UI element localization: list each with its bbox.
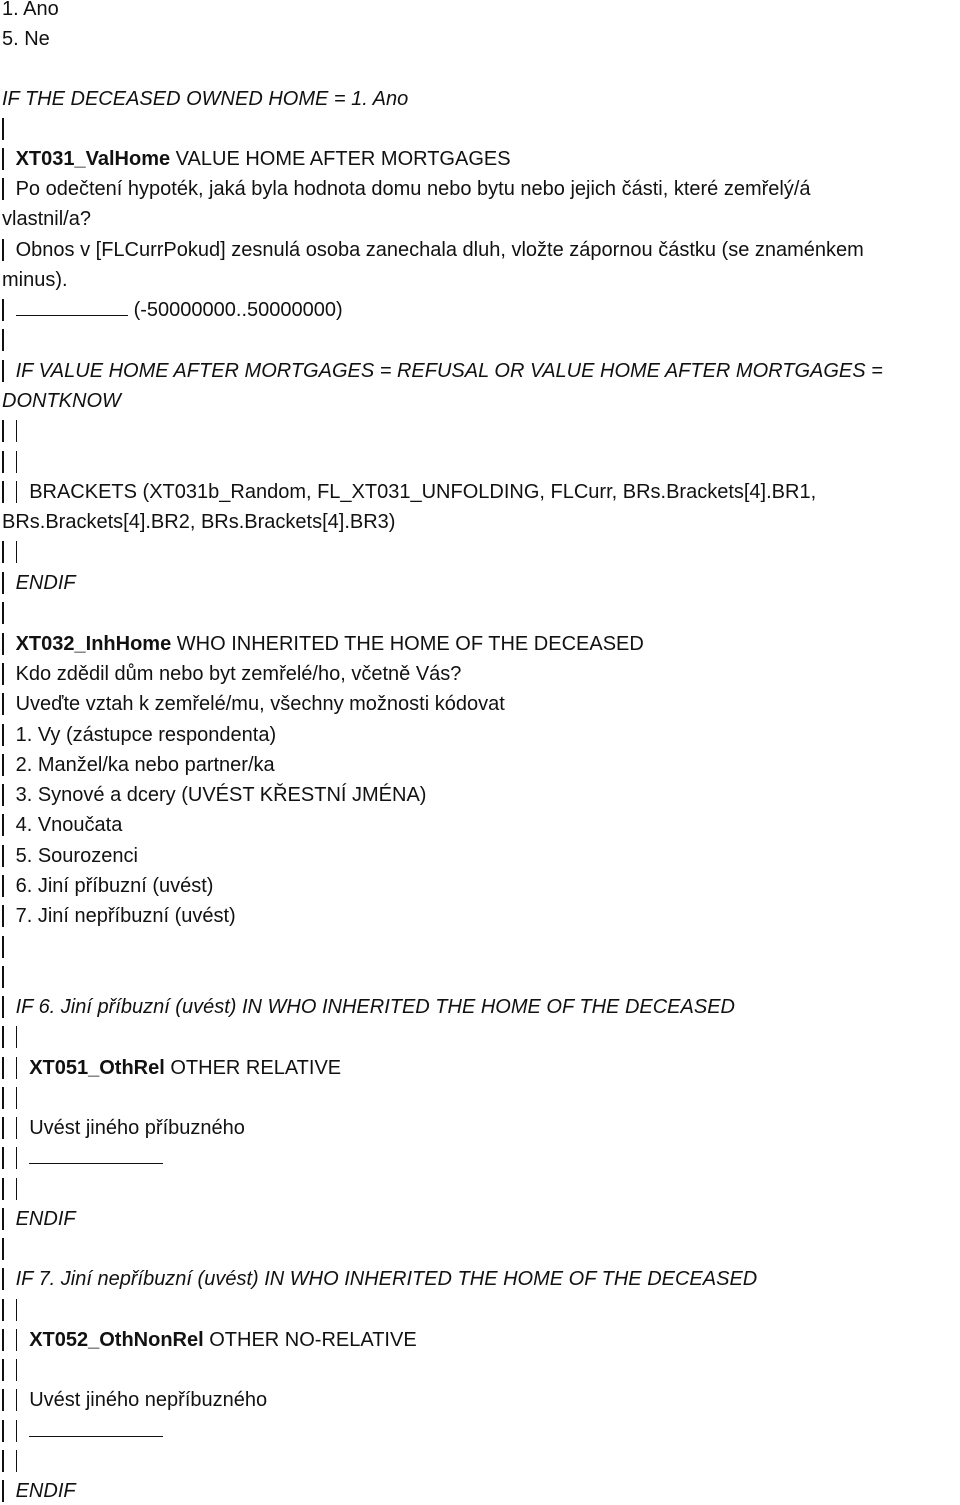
question-code: XT051_OthRel (29, 1057, 165, 1079)
endif-text: ENDIF (15, 1480, 76, 1502)
question-text (2, 1387, 958, 1413)
indent-bar (2, 1238, 4, 1260)
indent-bar (16, 1117, 18, 1139)
question-text-line: Kdo zdědil dům nebo byt zemřelé/ho, včetně Vás? (15, 663, 462, 685)
indent-bar (16, 451, 18, 473)
question-text-line: Po odečtení hypoték, jaká byla hodnota domu nebo bytu nebo jejich části, které zemřelý/á (15, 178, 811, 200)
indent-bar (2, 784, 4, 806)
indent-bar (2, 1389, 4, 1411)
answer-option (2, 812, 958, 838)
condition-text: IF 6. Jiní příbuzní (uvést) IN WHO INHERITED THE HOME OF THE DECEASED (15, 996, 735, 1018)
answer-blank (29, 1418, 163, 1437)
indent-bar (16, 1087, 18, 1109)
block-spacer (2, 1448, 958, 1472)
indent-bar (2, 814, 4, 836)
indent-bar (2, 299, 4, 321)
indent-bar (2, 724, 4, 746)
question-text (2, 176, 958, 202)
block-spacer (2, 327, 958, 351)
indent-bar (2, 1026, 4, 1048)
instruction-text (2, 267, 958, 293)
question-code: XT031_ValHome (15, 148, 171, 170)
indent-bar (16, 481, 18, 503)
endif-text: ENDIF (15, 1208, 76, 1230)
indent-bar (16, 1359, 18, 1381)
question-title: OTHER NO-RELATIVE (203, 1329, 417, 1351)
answer-option (2, 26, 958, 52)
indent-bar (16, 1178, 18, 1200)
question-header (2, 1327, 958, 1353)
indent-bar (16, 1057, 18, 1079)
indent-bar (2, 1299, 4, 1321)
numeric-input-range (2, 297, 958, 323)
question-title: OTHER RELATIVE (164, 1057, 342, 1079)
answer-blank (16, 297, 128, 316)
indent-bar (2, 1208, 4, 1230)
indent-bar (2, 1117, 4, 1139)
block-spacer (2, 1357, 958, 1381)
option-text: 7. Jiní nepříbuzní (uvést) (15, 905, 236, 927)
indent-bar (16, 1450, 18, 1472)
indent-bar (2, 875, 4, 897)
question-title: WHO INHERITED THE HOME OF THE DECEASED (171, 633, 644, 655)
indent-bar (16, 541, 18, 563)
block-spacer (2, 600, 958, 624)
block-spacer (2, 449, 958, 473)
block-spacer (2, 418, 958, 442)
question-text (2, 206, 958, 232)
endif (2, 1478, 958, 1504)
indent-bar (2, 1450, 4, 1472)
option-text: 5. Sourozenci (15, 845, 138, 867)
option-text: 4. Vnoučata (15, 814, 123, 836)
indent-bar (2, 663, 4, 685)
indent-bar (16, 1329, 18, 1351)
question-header (2, 631, 958, 657)
indent-bar (2, 572, 4, 594)
option-text: 6. Jiní příbuzní (uvést) (15, 875, 214, 897)
block-spacer (2, 116, 958, 140)
indent-bar (16, 1299, 18, 1321)
if-condition (2, 1266, 958, 1292)
option-text: 3. Synové a dcery (UVÉST KŘESTNÍ JMÉNA) (15, 784, 427, 806)
question-header (2, 1055, 958, 1081)
indent-bar (16, 1389, 18, 1411)
block-spacer (2, 539, 958, 563)
indent-bar (2, 329, 4, 351)
indent-bar (2, 420, 4, 442)
answer-option (2, 782, 958, 808)
indent-bar (2, 239, 4, 261)
block-spacer (2, 1085, 958, 1109)
block-spacer (2, 1236, 958, 1260)
instruction-line: minus). (2, 269, 68, 291)
brackets-text: BRs.Brackets[4].BR2, BRs.Brackets[4].BR3) (2, 511, 396, 533)
question-code: XT032_InhHome (15, 633, 172, 655)
indent-bar (16, 1026, 18, 1048)
text-input-blank (2, 1145, 958, 1169)
brackets-call (2, 509, 958, 535)
indent-bar (2, 1480, 4, 1502)
indent-bar (2, 541, 4, 563)
question-header (2, 146, 958, 172)
if-condition (2, 86, 958, 112)
instruction-text (2, 691, 958, 717)
condition-text: IF 7. Jiní nepříbuzní (uvést) IN WHO INHERITED THE HOME OF THE DECEASED (15, 1268, 758, 1290)
indent-bar (2, 1057, 4, 1079)
instruction-line: Obnos v [FLCurrPokud] zesnulá osoba zanechala dluh, vložte zápornou částku (se znaménkem (15, 239, 864, 261)
if-condition (2, 358, 958, 384)
indent-bar (2, 996, 4, 1018)
brackets-call (2, 479, 958, 505)
option-text: 2. Manžel/ka nebo partner/ka (15, 754, 275, 776)
indent-bar (2, 633, 4, 655)
endif (2, 1206, 958, 1232)
indent-bar (2, 1268, 4, 1290)
text-input-blank (2, 1418, 958, 1442)
block-spacer (2, 934, 958, 958)
endif (2, 570, 958, 596)
indent-bar (2, 1359, 4, 1381)
answer-option (2, 873, 958, 899)
indent-bar (2, 360, 4, 382)
indent-bar (2, 451, 4, 473)
indent-bar (2, 1178, 4, 1200)
instruction-line: Uveďte vztah k zemřelé/mu, všechny možnosti kódovat (15, 693, 505, 715)
indent-bar (2, 1420, 4, 1442)
endif-text: ENDIF (15, 572, 76, 594)
question-text (2, 661, 958, 687)
answer-option (2, 903, 958, 929)
range-text: (-50000000..50000000) (133, 299, 343, 321)
question-text-line: vlastnil/a? (2, 208, 91, 230)
block-spacer (2, 964, 958, 988)
answer-option (2, 722, 958, 748)
condition-text: DONTKNOW (2, 390, 121, 412)
indent-bar (16, 420, 18, 442)
answer-option (2, 752, 958, 778)
answer-blank (29, 1145, 163, 1164)
condition-text: IF THE DECEASED OWNED HOME = 1. Ano (2, 88, 409, 110)
indent-bar (2, 966, 4, 988)
block-spacer (2, 1024, 958, 1048)
indent-bar (2, 1147, 4, 1169)
indent-bar (2, 1329, 4, 1351)
question-text (2, 1115, 958, 1141)
indent-bar (16, 1420, 18, 1442)
brackets-text: BRACKETS (XT031b_Random, FL_XT031_UNFOLDING, FLCurr, BRs.Brackets[4].BR1, (29, 481, 817, 503)
question-title: VALUE HOME AFTER MORTGAGES (170, 148, 511, 170)
indent-bar (2, 148, 4, 170)
indent-bar (2, 754, 4, 776)
question-text-line: Uvést jiného příbuzného (29, 1117, 245, 1139)
indent-bar (2, 178, 4, 200)
indent-bar (2, 481, 4, 503)
indent-bar (2, 118, 4, 140)
condition-text: IF VALUE HOME AFTER MORTGAGES = REFUSAL OR VALUE HOME AFTER MORTGAGES = (15, 360, 883, 382)
answer-option (2, 0, 958, 22)
option-text: 5. Ne (2, 28, 50, 50)
indent-bar (16, 1147, 18, 1169)
answer-option (2, 843, 958, 869)
if-condition (2, 994, 958, 1020)
indent-bar (2, 1087, 4, 1109)
indent-bar (2, 936, 4, 958)
instruction-text (2, 237, 958, 263)
option-text: 1. Vy (zástupce respondenta) (15, 724, 277, 746)
question-code: XT052_OthNonRel (29, 1329, 204, 1351)
question-text-line: Uvést jiného nepříbuzného (29, 1389, 268, 1411)
block-spacer (2, 1297, 958, 1321)
block-spacer (2, 1176, 958, 1200)
option-text: 1. Ano (2, 0, 59, 20)
indent-bar (2, 845, 4, 867)
indent-bar (2, 693, 4, 715)
indent-bar (2, 905, 4, 927)
if-condition (2, 388, 958, 414)
indent-bar (2, 602, 4, 624)
